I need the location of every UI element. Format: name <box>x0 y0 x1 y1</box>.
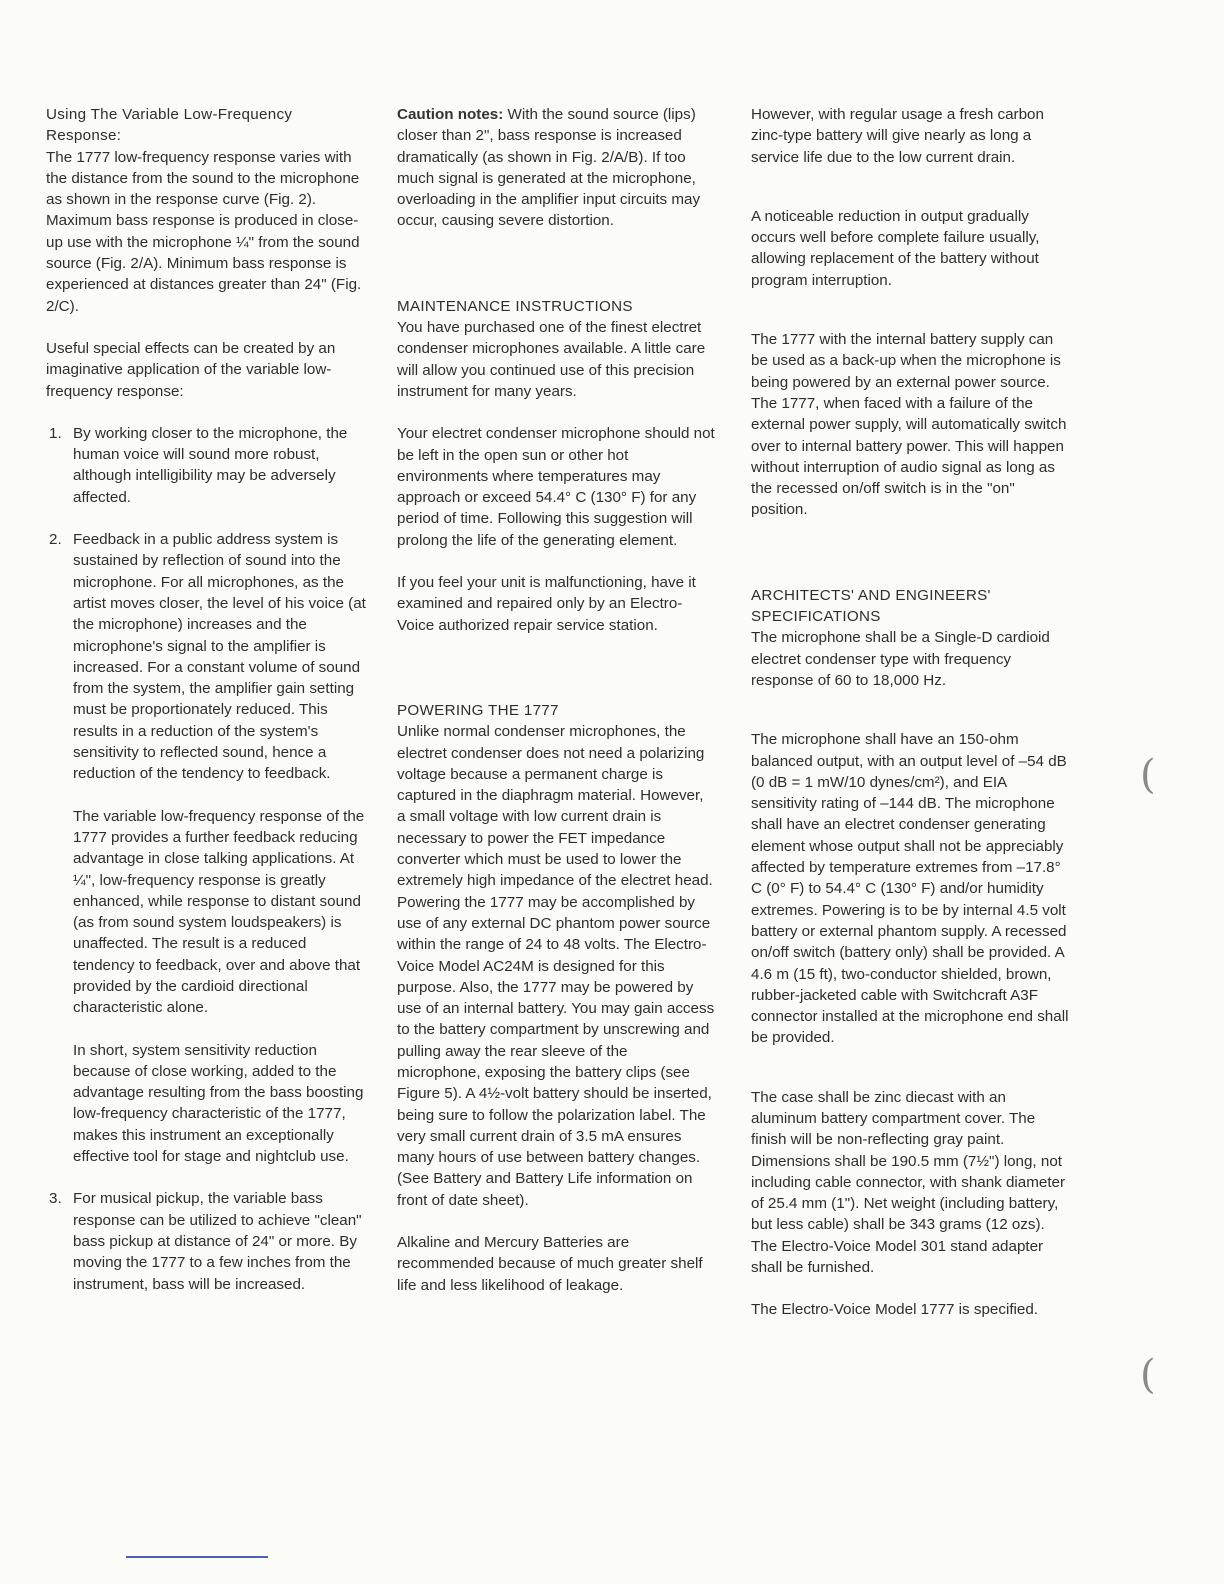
paragraph-spec-3: The case shall be zinc diecast with an aluminum battery compartment cover. The finish will be non-reflecting gray paint. Dimensions shall be 190.5 mm (7½") long, not including cable connector, with shank diameter of 25.4 mm (1"). Net weight (including battery, but less cable) shall be 343 grams (12 ozs). The Electro-Voice Model 301 stand adapter shall be furnished. <box>751 1088 1066 1277</box>
paragraph-output-reduction: A noticeable reduction in output gradually occurs well before complete failure usually, allowing replacement of the battery without program interruption. <box>751 207 1040 289</box>
paragraph-spec-1: The microphone shall be a Single-D cardioid electret condenser type with frequency response of 60 to 18,000 Hz. <box>751 629 1050 689</box>
list-item-paragraph: In short, system sensitivity reduction because of close working, added to the advantage resulting from the bass boosting low-frequency characteristic of the 1777, makes this instrument an exceptionally effective tool for stage and nightclub use. <box>73 1041 364 1166</box>
column-right <box>751 104 1071 1321</box>
paragraph-maintenance-2: Your electret condenser microphone should not be left in the open sun or other hot environments where temperatures may approach or exceed 54.4° C (130° F) for any period of time. Following this suggestion will prolong the life of the generating element. <box>397 425 715 549</box>
list-item <box>46 1188 371 1294</box>
list-item <box>46 529 371 1167</box>
scan-mark-parenthesis: ( <box>1140 752 1156 798</box>
heading-variable-low-frequency: Using The Variable Low-Frequency Response: <box>46 106 293 145</box>
list-number: 2. <box>49 531 62 549</box>
column-left <box>46 104 371 1295</box>
column-middle <box>397 104 715 1296</box>
list-item-text: Feedback in a public address system is sustained by reflection of sound into the microphone. For all microphones, as the artist moves closer, the level of his voice (at the microphone) increases and the microphone's signal to the amplifier is increased. For a constant volume of sound from the system, the amplifier gain setting must be proportionately reduced. This results in a reduction of the system's sensitivity to reflected sound, hence a reduction of the tendency to feedback. <box>73 531 366 783</box>
caution-label: Caution notes: <box>397 106 504 123</box>
paragraph-powering: Unlike normal condenser microphones, the electret condenser does not need a polarizing voltage because a permanent charge is captured in the diaphragm material. However, a small voltage with low current drain is necessary to power the FET impedance converter which must be used to lower the extremely high impedance of the electret head. Powering the 1777 may be accomplished by use of any external DC phantom power source within the range of 24 to 48 volts. The Electro-Voice Model AC24M is designed for this purpose. Also, the 1777 may be powered by use of an internal battery. You may gain access to the battery compartment by unscrewing and pulling away the rear sleeve of the microphone, exposing the battery clips (see Figure 5). A 4½-volt battery should be inserted, being sure to follow the polarization label. The very small current drain of 3.5 mA ensures many hours of use between battery changes. (See Battery and Battery Life information on front of date sheet). <box>397 723 715 1209</box>
scan-mark-parenthesis: ( <box>1140 1352 1156 1398</box>
list-number: 1. <box>49 424 62 442</box>
effects-list <box>46 423 371 1295</box>
paragraph-carbon-zinc: However, with regular usage a fresh carbon zinc-type battery will give nearly as long a service life due to the low current drain. <box>751 106 1044 166</box>
paragraph-intro: The 1777 low-frequency response varies with the distance from the sound to the microphone as shown in the response curve (Fig. 2). Maximum bass response is produced in close-up use with the microphone ¼" from the sound source (Fig. 2/A). Minimum bass response is experienced at distances greater than 24" (Fig. 2/C). <box>46 148 362 315</box>
heading-powering: POWERING THE 1777 <box>397 701 559 719</box>
caution-text: With the sound source (lips) closer than 2", bass response is increased dramatically (as shown in Fig. 2/A/B). If too much signal is generated at the microphone, overloading in the amplifier input circuits may occur, causing severe distortion. <box>397 106 701 230</box>
list-number: 3. <box>49 1190 62 1208</box>
list-item-text: For musical pickup, the variable bass response can be utilized to achieve "clean" bass pickup at distance of 24" or more. By moving the 1777 to a few inches from the instrument, bass will be increased. <box>73 1190 362 1293</box>
paragraph-alkaline: Alkaline and Mercury Batteries are recommended because of much greater shelf life and less likelihood of leakage. <box>397 1234 703 1294</box>
paragraph-spec-2: The microphone shall have an 150-ohm balanced output, with an output level of –54 dB (0 dB = 1 mW/10 dynes/cm²), and EIA sensitivity rating of –144 dB. The microphone shall have an electret condenser generating element whose output shall not be appreciably affected by temperature extremes from –17.8° C (0° F) to 54.4° C (130° F) and/or humidity extremes. Powering is to be by internal 4.5 volt battery or external phantom supply. A recessed on/off switch (battery only) shall be provided. A 4.6 m (15 ft), two-conductor shielded, brown, rubber-jacketed cable with Switchcraft A3F connector installed at the microphone end shall be provided. <box>751 731 1069 1047</box>
caution-notes <box>397 104 715 232</box>
paragraph-special-effects: Useful special effects can be created by an imaginative application of the variable low-frequency response: <box>46 339 336 400</box>
footer-underline-mark <box>126 1556 268 1558</box>
heading-specifications: ARCHITECTS' AND ENGINEERS' SPECIFICATIONS <box>751 586 991 626</box>
list-item-paragraph: The variable low-frequency response of the 1777 provides a further feedback reducing advantage in close talking applications. At ¼", low-frequency response is greatly enhanced, while response to distant sound (as from sound system loudspeakers) is unaffected. The result is a reduced tendency to feedback, over and above that provided by the cardioid directional characteristic alone. <box>73 807 365 1017</box>
list-item-text: By working closer to the microphone, the human voice will sound more robust, although intelligibility may be adversely affected. <box>73 424 348 506</box>
paragraph-maintenance-3: If you feel your unit is malfunctioning, have it examined and repaired only by an Electro-Voice authorized repair service station. <box>397 574 696 634</box>
paragraph-backup-power: The 1777 with the internal battery supply can be used as a back-up when the microphone is being powered by an external power source. The 1777, when faced with a failure of the external power supply, will automatically switch over to internal battery power. This will happen without interruption of audio signal as long as the recessed on/off switch is in the "on" position. <box>751 331 1067 519</box>
paragraph-maintenance-1: You have purchased one of the finest electret condenser microphones available. A little care will allow you continued use of this precision instrument for many years. <box>397 319 706 400</box>
list-item <box>46 423 371 508</box>
heading-maintenance: MAINTENANCE INSTRUCTIONS <box>397 297 633 315</box>
paragraph-spec-4: The Electro-Voice Model 1777 is specified. <box>751 1301 1039 1319</box>
